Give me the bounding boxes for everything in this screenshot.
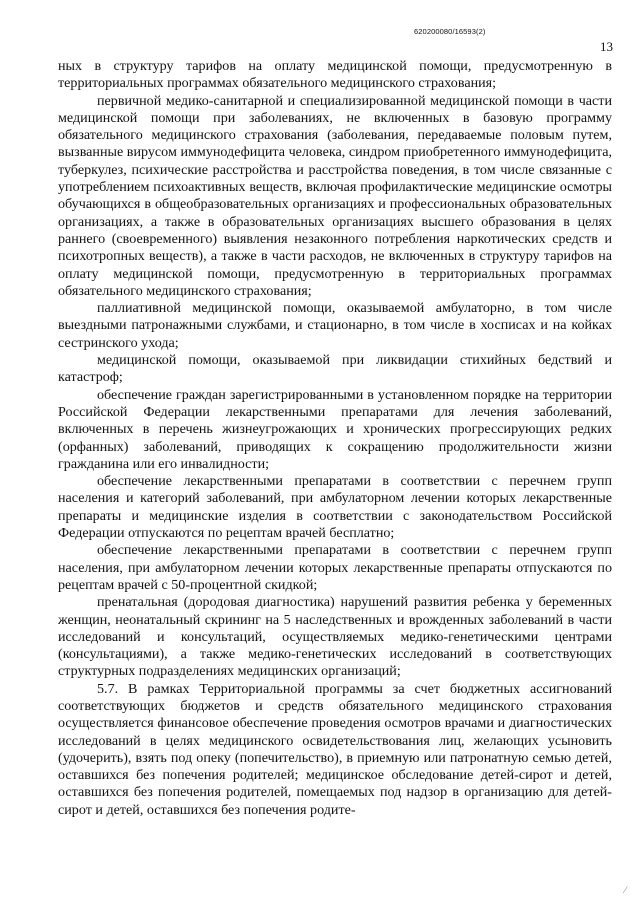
paragraph: обеспечение лекарственными препаратами в соответствии с перечнем групп населения, при амбулаторном лечении которых лекарственные препараты отпускаются по рецептам врачей с 50-процентной скидкой; [58,542,612,593]
body-text [58,58,612,819]
paragraph: пренатальная (дородовая диагностика) нарушений развития ребенка у беременных женщин, неонатальный скрининг на 5 наследственных и врожденных заболеваний в части исследований и консультаций, осуществляемых медико-генетическими центрами (консультациями), а также медико-генетических исследований в соответствующих структурных подразделениях медицинских организаций; [58,594,612,680]
page-number: 13 [600,39,613,54]
paragraph: обеспечение граждан зарегистрированными в установленном порядке на территории Российской Федерации лекарственными препаратами для лечения заболеваний, включенных в перечень жизнеугрожающих и хронических прогрессирующих редких (орфанных) заболеваний, приводящих к сокращению продолжительности жизни гражданина или его инвалидности; [58,386,612,472]
paragraph: медицинской помощи, оказываемой при ликвидации стихийных бедствий и катастроф; [58,352,612,386]
scan-mark: ⁄ [624,885,626,895]
paragraph: 5.7. В рамках Территориальной программы за счет бюджетных ассигнований соответствующих бюджетов и средств обязательного медицинского страхования осуществляется финансовое обеспечение проведения осмотров врачами и диагностических исследований в целях медицинского освидетельствования лиц, желающих усыновить (удочерить), взять под опеку (попечительство), в приемную или патронатную семью детей, оставшихся без попечения родителей; медицинское обследование детей-сирот и детей, оставшихся без попечения родителей, помещаемых под надзор в организацию для детей-сирот и детей, оставшихся без попечения родите- [58,680,612,818]
paragraph: обеспечение лекарственными препаратами в соответствии с перечнем групп населения и категорий заболеваний, при амбулаторном лечении которых лекарственные препараты и медицинские изделия в соответствии с законодательством Российской Федерации отпускаются по рецептам врачей бесплатно; [58,473,612,542]
paragraph: паллиативной медицинской помощи, оказываемой амбулаторно, в том числе выездными патронажными службами, и стационарно, в том числе в хосписах и на койках сестринского ухода; [58,300,612,351]
paragraph: ных в структуру тарифов на оплату медицинской помощи, предусмотренную в территориальных программах обязательного медицинского страхования; [58,58,612,92]
paragraph: первичной медико-санитарной и специализированной медицинской помощи в части медицинской помощи при заболеваниях, не включенных в базовую программу обязательного медицинского страхования (заболевания, передаваемые половым путем, вызванные вирусом иммунодефицита человека, синдром приобретенного иммунодефицита, туберкулез, психические расстройства и расстройства поведения, в том числе связанные с употреблением психоактивных веществ, включая профилактические медицинские осмотры обучающихся в общеобразовательных организациях и профессиональных образовательных организациях, а также в образовательных организациях высшего образования в целях раннего (своевременного) выявления незаконного потребления наркотических средств и психотропных веществ), а также в части расходов, не включенных в структуру тарифов на оплату медицинской помощи, предусмотренную в территориальных программах обязательного медицинского страхования; [58,92,612,299]
document-id: 620200080/16593(2) [414,27,486,36]
